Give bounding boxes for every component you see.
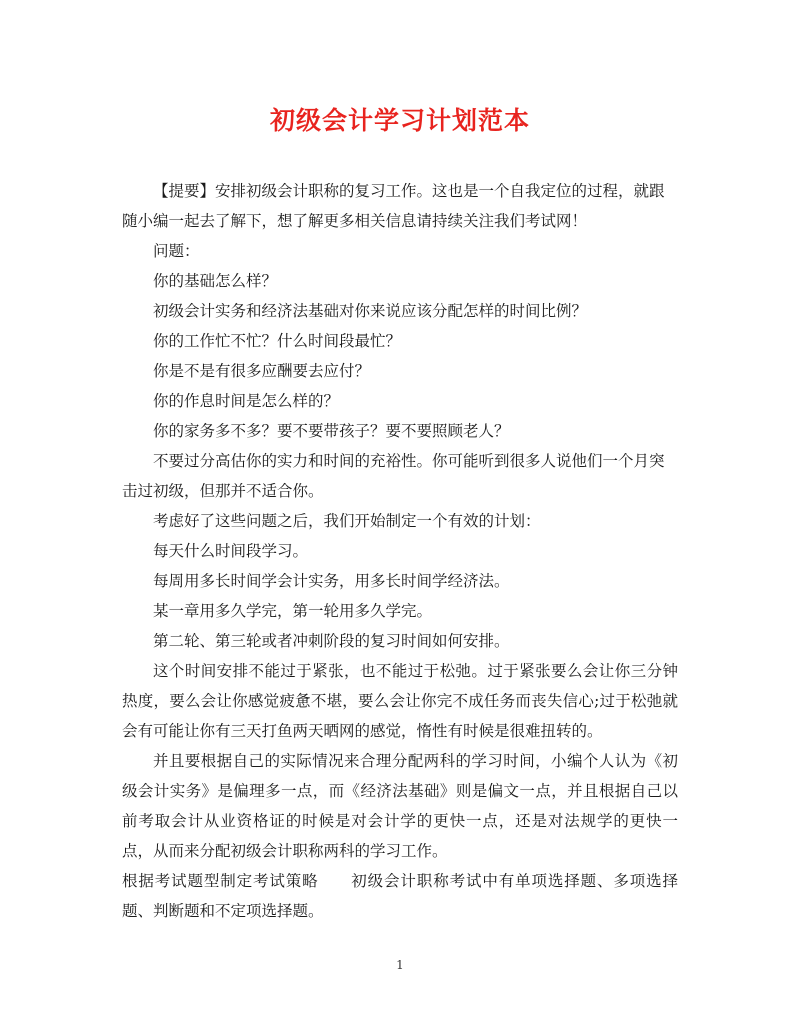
schedule-paragraph: 这个时间安排不能过于紧张，也不能过于松弛。过于紧张要么会让你三分钟热度，要么会让你感觉疲惫不堪，要么会让你完不成任务而丧失信心;过于松弛就会有可能让你有三天打鱼两天晒网的感觉，惰性有时候是很难扭转的。 — [122, 662, 678, 740]
plan-item: 每天什么时间段学习。 — [153, 542, 309, 560]
question-item: 你是不是有很多应酬要去应付？ — [153, 362, 371, 380]
document-body — [122, 176, 678, 926]
questions-heading: 问题： — [153, 242, 200, 260]
plan-item: 第二轮、第三轮或者冲刺阶段的复习时间如何安排。 — [153, 632, 510, 650]
plan-intro-paragraph: 考虑好了这些问题之后，我们开始制定一个有效的计划： — [153, 512, 541, 530]
question-item: 你的工作忙不忙？什么时间段最忙？ — [153, 332, 402, 350]
allocation-paragraph: 并且要根据自己的实际情况来合理分配两科的学习时间，小编个人认为《初级会计实务》是偏理多一点，而《经济法基础》则是偏文一点，并且根据自己以前考取会计从业资格证的时候是对会计学的更快一点，还是对法规学的更快一点，从而来分配初级会计职称两科的学习工作。 — [122, 752, 678, 860]
advice-paragraph: 不要过分高估你的实力和时间的充裕性。你可能听到很多人说他们一个月突击过初级，但那并不适合你。 — [122, 452, 665, 500]
intro-paragraph: 【提要】安排初级会计职称的复习工作。这也是一个自我定位的过程，就跟随小编一起去了解下，想了解更多相关信息请持续关注我们考试网！ — [122, 182, 665, 230]
question-item: 你的基础怎么样？ — [153, 272, 278, 290]
question-item: 初级会计实务和经济法基础对你来说应该分配怎样的时间比例？ — [153, 302, 588, 320]
document-title: 初级会计学习计划范本 — [269, 106, 530, 135]
plan-item: 每周用多长时间学会计实务，用多长时间学经济法。 — [153, 572, 510, 590]
question-item: 你的作息时间是怎么样的？ — [153, 392, 340, 410]
page-number: 1 — [396, 958, 404, 972]
plan-item: 某一章用多久学完，第一轮用多久学完。 — [153, 602, 433, 620]
strategy-paragraph: 根据考试题型制定考试策略 初级会计职称考试中有单项选择题、多项选择题、判断题和不定项选择题。 — [122, 872, 678, 920]
question-item: 你的家务多不多？要不要带孩子？要不要照顾老人？ — [153, 422, 510, 440]
